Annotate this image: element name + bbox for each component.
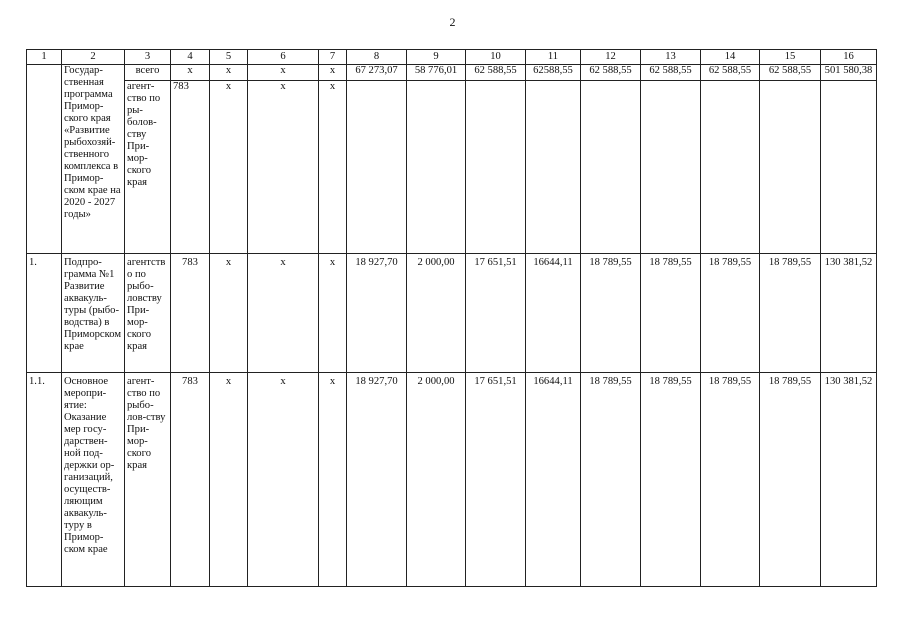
column-header: 2 (62, 50, 125, 65)
amount-cell (526, 81, 581, 254)
amount-cell: 18 927,70 (347, 254, 407, 373)
amount-cell: 18 789,55 (581, 254, 641, 373)
table-cell: x (248, 254, 319, 373)
amount-cell: 18 927,70 (347, 373, 407, 587)
row-number (27, 65, 62, 254)
column-header: 3 (125, 50, 171, 65)
table-row (27, 81, 877, 254)
column-header: 7 (319, 50, 347, 65)
amount-cell: 67 273,07 (347, 65, 407, 81)
funding-source: всего (125, 65, 171, 81)
amount-cell: 62588,55 (526, 65, 581, 81)
amount-cell: 2 000,00 (407, 373, 466, 587)
amount-cell: 17 651,51 (466, 373, 526, 587)
amount-cell (701, 81, 760, 254)
table-cell: x (210, 81, 248, 254)
amount-cell: 16644,11 (526, 254, 581, 373)
subprogram-name: Подпро-грамма №1 Развитие аквакуль-туры (рыбо-водства) в Приморском крае (62, 254, 125, 373)
table-cell: 783 (171, 254, 210, 373)
table-cell: x (319, 81, 347, 254)
table-row (27, 373, 877, 587)
amount-cell: 130 381,52 (821, 254, 877, 373)
program-name: Государ-ственная программа Примор-ского края «Развитие рыбохозяй-ственного комплекса в Примор-ском крае на 2020 - 2027 годы» (62, 65, 125, 254)
amount-cell: 62 588,55 (466, 65, 526, 81)
column-header: 10 (466, 50, 526, 65)
amount-cell: 501 580,38 (821, 65, 877, 81)
agency-name: агент-ство по ры-болов-ству При-мор-ского края (125, 81, 171, 254)
table-cell: 783 (171, 373, 210, 587)
amount-cell (407, 81, 466, 254)
amount-cell: 18 789,55 (581, 373, 641, 587)
column-header: 4 (171, 50, 210, 65)
row-number: 1. (27, 254, 62, 373)
amount-cell: 58 776,01 (407, 65, 466, 81)
table-cell: 783 (171, 81, 210, 254)
amount-cell: 62 588,55 (581, 65, 641, 81)
amount-cell: 18 789,55 (701, 373, 760, 587)
column-header: 9 (407, 50, 466, 65)
column-header: 1 (27, 50, 62, 65)
amount-cell (581, 81, 641, 254)
table-cell: x (248, 81, 319, 254)
amount-cell: 16644,11 (526, 373, 581, 587)
agency-name: агентство по рыбо-ловству При-мор-ского края (125, 254, 171, 373)
amount-cell: 18 789,55 (760, 254, 821, 373)
column-header: 6 (248, 50, 319, 65)
table-row (27, 65, 877, 81)
column-header: 11 (526, 50, 581, 65)
table-cell: x (248, 373, 319, 587)
page-number: 2 (449, 15, 456, 29)
column-header: 15 (760, 50, 821, 65)
agency-name: агент-ство по рыбо-лов-ству При-мор-ского края (125, 373, 171, 587)
amount-cell: 62 588,55 (760, 65, 821, 81)
table-cell: x (210, 65, 248, 81)
table-cell: x (210, 373, 248, 587)
amount-cell (466, 81, 526, 254)
table-cell: x (210, 254, 248, 373)
amount-cell: 18 789,55 (641, 373, 701, 587)
amount-cell: 18 789,55 (701, 254, 760, 373)
amount-cell: 18 789,55 (760, 373, 821, 587)
column-number-row (27, 50, 877, 65)
amount-cell: 18 789,55 (641, 254, 701, 373)
amount-cell (821, 81, 877, 254)
table-cell: x (248, 65, 319, 81)
amount-cell (641, 81, 701, 254)
activity-name: Основное меропри-ятие: Оказание мер госу-дарствен-ной под-держки ор-ганизаций, осуществ-ляющим аквакуль-туру в Примор-ском крае (62, 373, 125, 587)
amount-cell: 130 381,52 (821, 373, 877, 587)
column-header: 5 (210, 50, 248, 65)
column-header: 8 (347, 50, 407, 65)
budget-table (26, 49, 877, 587)
table-cell: x (171, 65, 210, 81)
column-header: 12 (581, 50, 641, 65)
amount-cell: 17 651,51 (466, 254, 526, 373)
amount-cell (347, 81, 407, 254)
row-number: 1.1. (27, 373, 62, 587)
table-cell: x (319, 65, 347, 81)
amount-cell: 2 000,00 (407, 254, 466, 373)
column-header: 16 (821, 50, 877, 65)
column-header: 14 (701, 50, 760, 65)
amount-cell: 62 588,55 (641, 65, 701, 81)
amount-cell: 62 588,55 (701, 65, 760, 81)
amount-cell (760, 81, 821, 254)
table-row (27, 254, 877, 373)
column-header: 13 (641, 50, 701, 65)
table-cell: x (319, 373, 347, 587)
table-cell: x (319, 254, 347, 373)
